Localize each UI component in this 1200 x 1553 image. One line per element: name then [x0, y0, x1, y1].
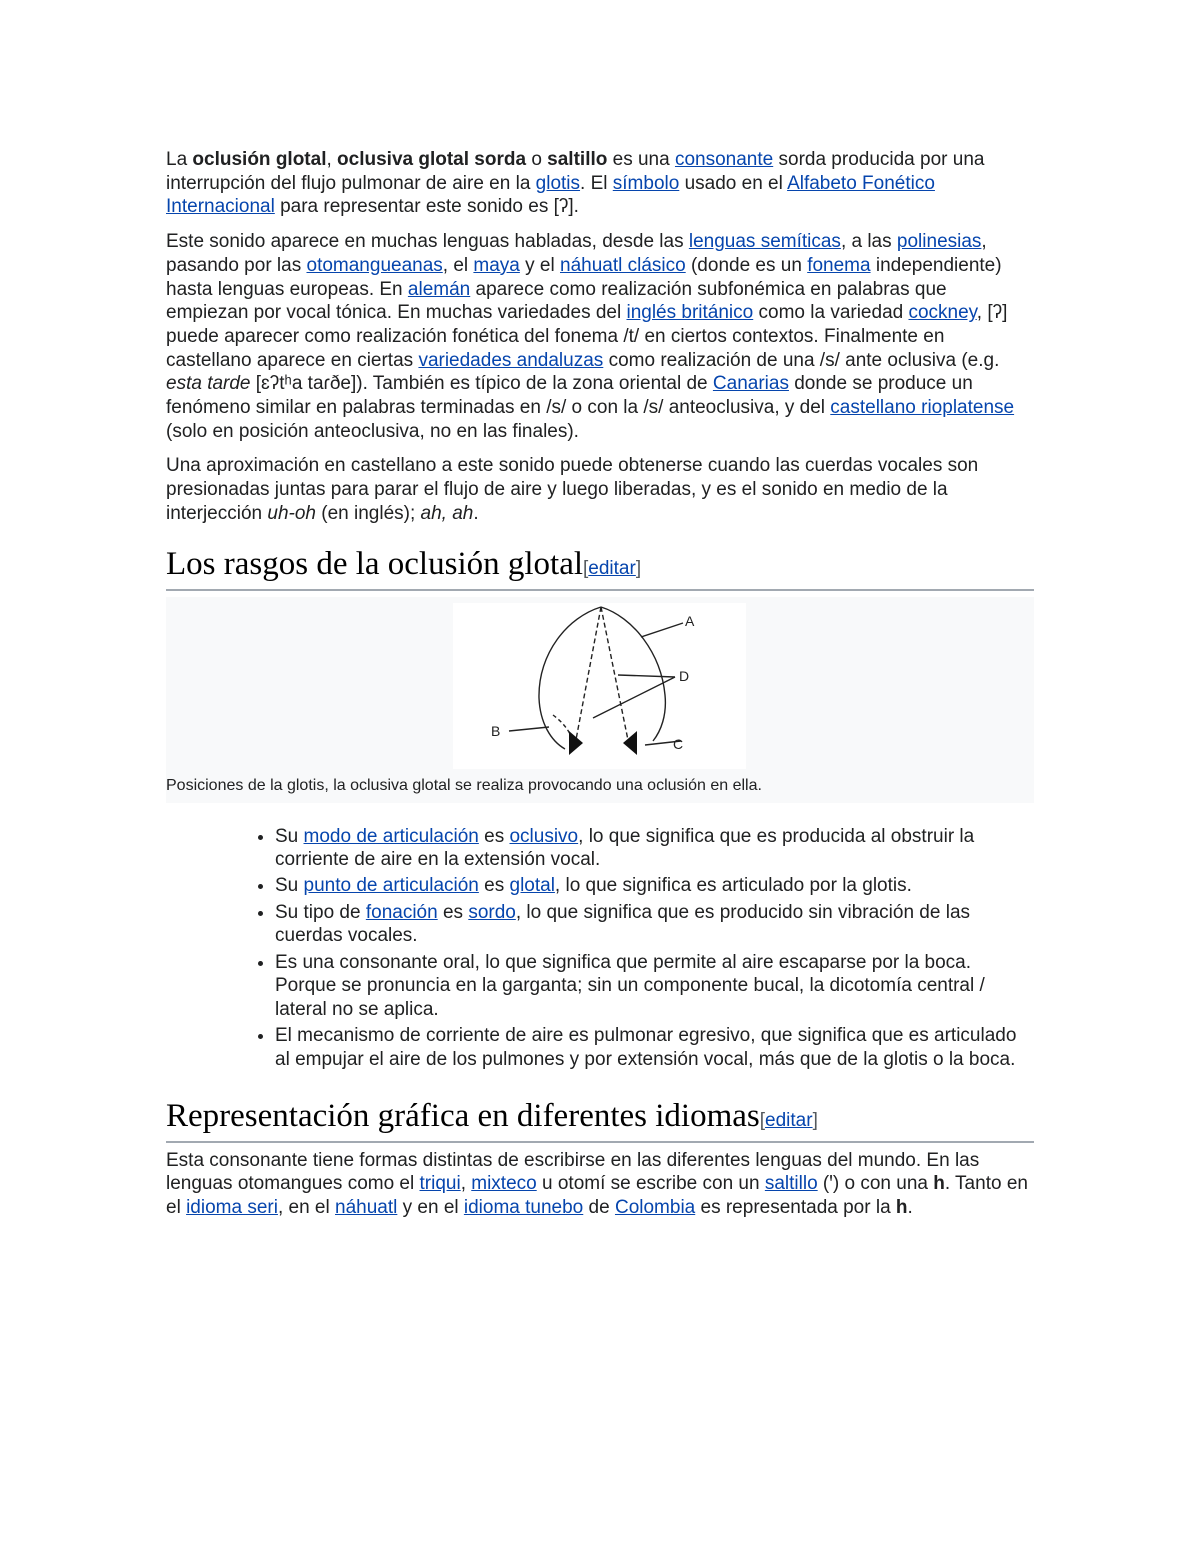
figure-caption: Posiciones de la glotis, la oclusiva glotal se realiza provocando una oclusión en ella. [166, 776, 762, 794]
text: Es una consonante oral, lo que significa que permite al aire escaparse por la boca. Porque se pronuncia en la garganta; sin un componente bucal, la dicotomía central / lateral no se aplica. [275, 951, 985, 1020]
pointer-d1 [618, 675, 675, 677]
text: El mecanismo de corriente de aire es pulmonar egresivo, que significa que es articulado al empujar el aire de los pulmones y por extensión vocal, más que de la glotis o la boca. [275, 1025, 1017, 1070]
text: Su tipo de [275, 901, 366, 923]
link-modo-de-articulacion[interactable]: modo de articulación [303, 825, 479, 847]
text: . El [580, 172, 613, 194]
link-alfabeto-fonetico-internacional[interactable]: Alfabeto Fonético Internacional [166, 172, 935, 218]
text: Una aproximación en castellano a este sonido puede obtenerse cuando las cuerdas vocales son presionadas juntas para parar el flujo de aire y luego liberadas, y es el sonido en medio de la interjección [166, 455, 979, 524]
text: (solo en posición anteoclusiva, no en las finales). [166, 420, 579, 442]
text: es [478, 875, 510, 897]
dashed-line-left [575, 607, 601, 745]
text: . [473, 502, 479, 524]
link-triqui[interactable]: triqui [419, 1173, 461, 1195]
section-heading-representacion [166, 1096, 1034, 1143]
bracket: [ [583, 557, 589, 579]
text: usado en el [679, 172, 788, 194]
right-arytenoid [623, 731, 637, 755]
link-fonacion[interactable]: fonación [365, 901, 438, 923]
intro-paragraph-2 [166, 230, 1034, 443]
pointer-b [509, 727, 549, 731]
text: , [ʔ] puede aparecer como realización fonética del fonema /t/ en ciertos contextos. Finalmente en castellano aparece en ciertas [166, 302, 1008, 371]
pointer-a [641, 623, 683, 637]
edit-section-link-wrapper [760, 1110, 818, 1131]
link-aleman[interactable]: alemán [407, 278, 471, 300]
text: (ꞌ) o con una [817, 1173, 934, 1195]
representation-paragraph [166, 1149, 1034, 1220]
text: para representar este sonido es [ʔ]. [274, 196, 579, 218]
text: , pasando por las [166, 231, 987, 276]
link-fonema[interactable]: fonema [807, 254, 871, 276]
text: (en inglés); [316, 502, 421, 524]
edit-section-link[interactable]: editar [765, 1109, 813, 1131]
link-cockney[interactable]: cockney [908, 302, 977, 324]
label-d: D [679, 667, 690, 684]
left-arytenoid [569, 731, 583, 755]
text: La [166, 149, 193, 170]
example-ah-ah: ah, ah [420, 502, 474, 524]
link-idioma-tunebo[interactable]: idioma tunebo [463, 1196, 584, 1218]
list-item [275, 901, 1034, 948]
link-sordo[interactable]: sordo [468, 901, 516, 923]
intro-paragraph-1 [166, 148, 1034, 219]
text: , lo que significa que es producida al obstruir la corriente de aire en la extensión vocal. [275, 825, 975, 871]
example-esta-tarde: esta tarde [166, 373, 251, 395]
link-castellano-rioplatense[interactable]: castellano rioplatense [830, 397, 1015, 419]
text: . [907, 1196, 913, 1218]
text: u otomí se escribe con un [536, 1173, 765, 1195]
example-uh-oh: uh-oh [267, 502, 316, 524]
text: , lo que significa que es producido sin vibración de las cuerdas vocales. [275, 901, 971, 947]
glottis-diagram [453, 603, 746, 769]
link-nahuatl[interactable]: náhuatl [335, 1196, 398, 1218]
letter-h: h [933, 1173, 945, 1195]
text: de [583, 1196, 615, 1218]
link-consonante[interactable]: consonante [674, 149, 774, 170]
text: es [478, 825, 510, 847]
bracket: ] [635, 557, 642, 579]
text: es una [607, 149, 675, 170]
link-canarias[interactable]: Canarias [712, 373, 789, 395]
text: independiente) hasta lenguas europeas. En [166, 254, 1002, 300]
link-oclusivo[interactable]: oclusivo [509, 825, 579, 847]
label-c: C [673, 735, 684, 752]
text: Este sonido aparece en muchas lenguas habladas, desde las [166, 231, 689, 253]
section-title: Representación gráfica en diferentes idiomas [166, 1097, 760, 1134]
text: , [326, 149, 338, 170]
intro-paragraph-3 [166, 454, 1034, 525]
text: , en el [277, 1196, 335, 1218]
text: , a las [840, 231, 897, 253]
text: es representada por la [695, 1196, 896, 1218]
link-glotis[interactable]: glotis [535, 172, 581, 194]
link-idioma-seri[interactable]: idioma seri [186, 1196, 278, 1218]
list-item [275, 874, 1034, 898]
text: . Tanto en el [166, 1173, 1028, 1218]
right-fold-outline [601, 607, 665, 741]
link-maya[interactable]: maya [473, 254, 520, 276]
text: es [437, 901, 469, 923]
text: aparece como realización subfonémica en palabras que empiezan por vocal tónica. En muchas variedades del [166, 278, 947, 324]
link-otomangueanas[interactable]: otomangueanas [306, 254, 443, 276]
text: como la variedad [753, 302, 909, 324]
text: , lo que significa es articulado por la glotis. [554, 875, 912, 897]
dashed-line-right [601, 607, 629, 745]
article [166, 148, 1034, 1231]
link-lenguas-semiticas[interactable]: lenguas semíticas [688, 231, 841, 253]
letter-h: h [895, 1196, 908, 1218]
glottis-diagram-svg [453, 603, 746, 769]
text: [ɛʔtʰa taɾðe]). También es típico de la zona oriental de [250, 373, 713, 395]
link-mixteco[interactable]: mixteco [471, 1173, 537, 1195]
text: Su [275, 825, 304, 847]
text: Esta consonante tiene formas distintas de escribirse en las diferentes lenguas del mundo. En las lenguas otomangues como el [166, 1149, 980, 1195]
edit-section-link-wrapper [583, 558, 641, 579]
text: , [460, 1173, 472, 1195]
bracket: [ [759, 1109, 766, 1131]
term-oclusion-glotal: oclusión glotal [192, 149, 327, 170]
link-simbolo[interactable]: símbolo [612, 172, 680, 194]
figure-glottis [166, 597, 1034, 803]
text: (donde es un [685, 254, 808, 276]
link-saltillo[interactable]: saltillo [764, 1173, 818, 1195]
text: y en el [397, 1196, 464, 1218]
bracket: ] [812, 1109, 818, 1131]
text: Su [275, 875, 304, 897]
list-item [275, 1024, 1034, 1071]
text: , el [442, 254, 474, 276]
pointer-d2 [593, 677, 675, 718]
link-colombia[interactable]: Colombia [614, 1196, 696, 1218]
edit-section-link[interactable]: editar [588, 557, 636, 579]
link-punto-de-articulacion[interactable]: punto de articulación [303, 875, 479, 897]
term-saltillo: saltillo [547, 149, 608, 170]
link-ingles-britanico[interactable]: inglés británico [626, 302, 754, 324]
label-a: A [685, 612, 695, 629]
link-nahuatl-clasico[interactable]: náhuatl clásico [560, 254, 686, 276]
text: donde se produce un fenómeno similar en palabras terminadas en /s/ o con la /s/ anteoclusiva, y del [166, 373, 973, 419]
text: y el [519, 254, 560, 276]
link-polinesias[interactable]: polinesias [896, 231, 982, 253]
list-item [275, 951, 1034, 1022]
label-b: B [491, 722, 501, 739]
list-item [275, 825, 1034, 872]
link-glotal[interactable]: glotal [509, 875, 555, 897]
text: o [526, 149, 548, 170]
text: como realización de una /s/ ante oclusiva (e.g. [603, 349, 1000, 371]
section-title: Los rasgos de la oclusión glotal [166, 545, 584, 582]
features-list [166, 825, 1034, 1072]
section-heading-rasgos [166, 544, 1034, 591]
text: sorda producida por una interrupción del flujo pulmonar de aire en la [166, 149, 985, 194]
term-oclusiva-glotal-sorda: oclusiva glotal sorda [337, 149, 527, 170]
link-variedades-andaluzas[interactable]: variedades andaluzas [418, 349, 604, 371]
